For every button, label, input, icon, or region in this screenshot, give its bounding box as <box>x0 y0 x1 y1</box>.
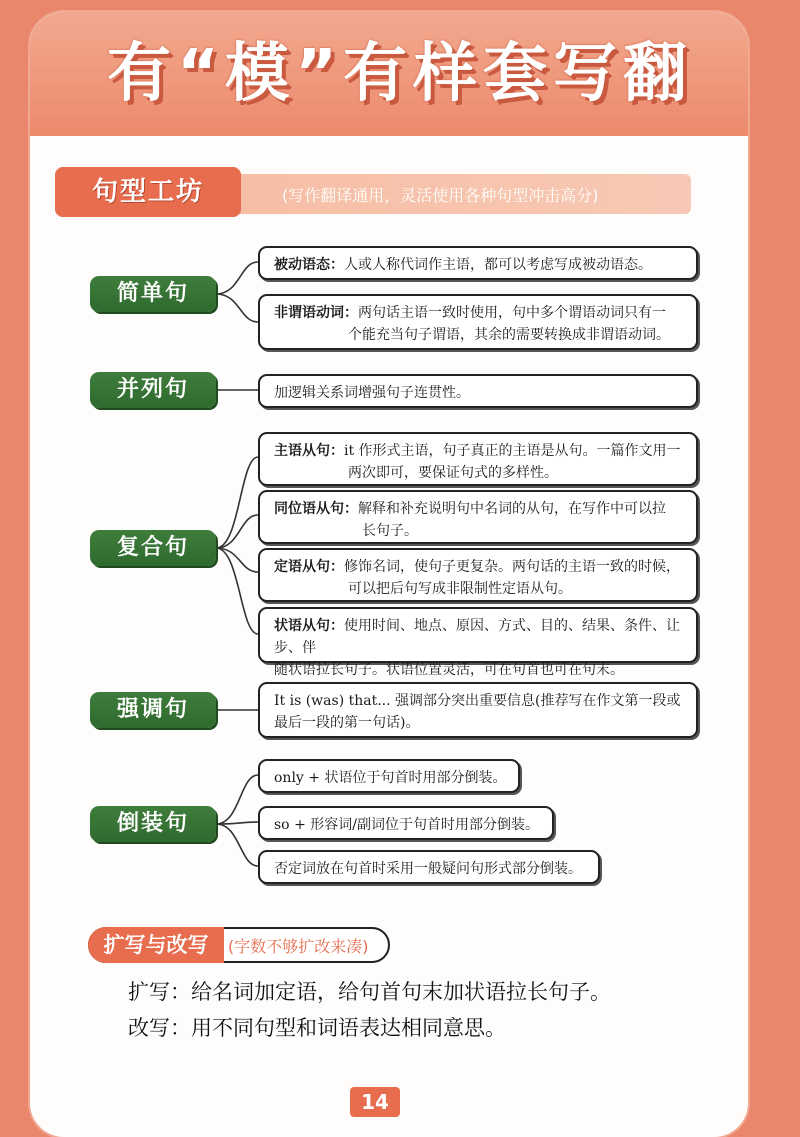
box-text: so + 形容词/副词位于句首时用部分倒装。 <box>274 817 539 833</box>
box-text: it 作形式主语，句子真正的主语是从句。一篇作文用一 <box>344 443 681 459</box>
box-text-continued: 可以把后句写成非限制性定语从句。 <box>348 581 572 597</box>
section-title: 句型工坊 <box>55 167 241 217</box>
connector-line <box>216 294 258 322</box>
box-appositive-clause <box>258 490 698 544</box>
label-complex-sentence: 复合句 <box>90 530 216 566</box>
section-subtitle: (写作翻译通用，灵活使用各种句型冲击高分) <box>282 186 599 205</box>
box-text: 两句话主语一致时使用，句中多个谓语动词只有一 <box>358 305 666 321</box>
box-inversion-so <box>258 806 554 840</box>
page-title: 有“模”有样套写翻 <box>106 37 694 111</box>
page-number: 14 <box>350 1087 400 1117</box>
box-text: 解释和补充说明句中名词的从句，在写作中可以拉 <box>358 501 666 517</box>
rewrite-line: 改写：用不同句型和词语表达相同意思。 <box>128 1016 506 1040</box>
box-text: only + 状语位于句首时用部分倒装。 <box>274 770 507 786</box>
section2-title: 扩写与改写 <box>88 927 224 963</box>
box-inversion-only <box>258 759 520 793</box>
box-compound <box>258 374 698 408</box>
box-text: 人或人称代词作主语，都可以考虑写成被动语态。 <box>344 257 652 273</box>
box-key: 定语从句： <box>274 559 344 575</box>
box-text: 否定词放在句首时采用一般疑问句形式部分倒装。 <box>274 861 582 877</box>
expansion-line: 扩写：给名词加定语，给句首句末加状语拉长句子。 <box>128 980 611 1004</box>
box-key: 主语从句： <box>274 443 344 459</box>
connector-line <box>216 515 258 548</box>
connector-line <box>216 548 258 572</box>
box-text: 使用时间、地点、原因、方式、目的、结果、条件、让步、伴 <box>274 618 680 656</box>
box-non-finite-verb <box>258 294 698 350</box>
box-text: It is (was) that... 强调部分突出重要信息(推荐写在作文第一段或 <box>274 693 681 709</box>
label-compound-sentence: 并列句 <box>90 372 216 408</box>
box-passive-voice <box>258 246 698 280</box>
section2-subtitle: (字数不够扩改来凑) <box>228 937 369 956</box>
connector-line <box>216 262 258 294</box>
box-key: 非谓语动词： <box>274 305 358 321</box>
box-text: 加逻辑关系词增强句子连贯性。 <box>274 385 470 401</box>
label-inverted-sentence: 倒装句 <box>90 806 216 842</box>
box-text: 修饰名词，使句子更复杂。两句话的主语一致的时候， <box>344 559 680 575</box>
box-text-continued: 最后一段的第一句话)。 <box>274 715 420 731</box>
box-subject-clause <box>258 432 698 486</box>
box-adverbial-clause <box>258 607 698 678</box>
box-key: 被动语态： <box>274 257 344 273</box>
box-text-continued: 随状语拉长句子。状语位置灵活，可在句首也可在句末。 <box>274 662 624 678</box>
label-simple-sentence: 简单句 <box>90 276 216 312</box>
label-emphatic-sentence: 强调句 <box>90 692 216 728</box>
connector-line <box>216 824 258 866</box>
connector-line <box>216 548 258 634</box>
box-emphatic <box>258 682 698 738</box>
box-attributive-clause <box>258 548 698 602</box>
box-inversion-negative <box>258 850 600 884</box>
connector-line <box>216 775 258 824</box>
box-key: 同位语从句： <box>274 501 358 517</box>
box-text-continued: 个能充当句子谓语，其余的需要转换成非谓语动词。 <box>348 327 670 343</box>
box-text-continued: 两次即可，要保证句式的多样性。 <box>348 465 558 481</box>
box-key: 状语从句： <box>274 618 344 634</box>
box-text-continued: 长句子。 <box>362 523 418 539</box>
